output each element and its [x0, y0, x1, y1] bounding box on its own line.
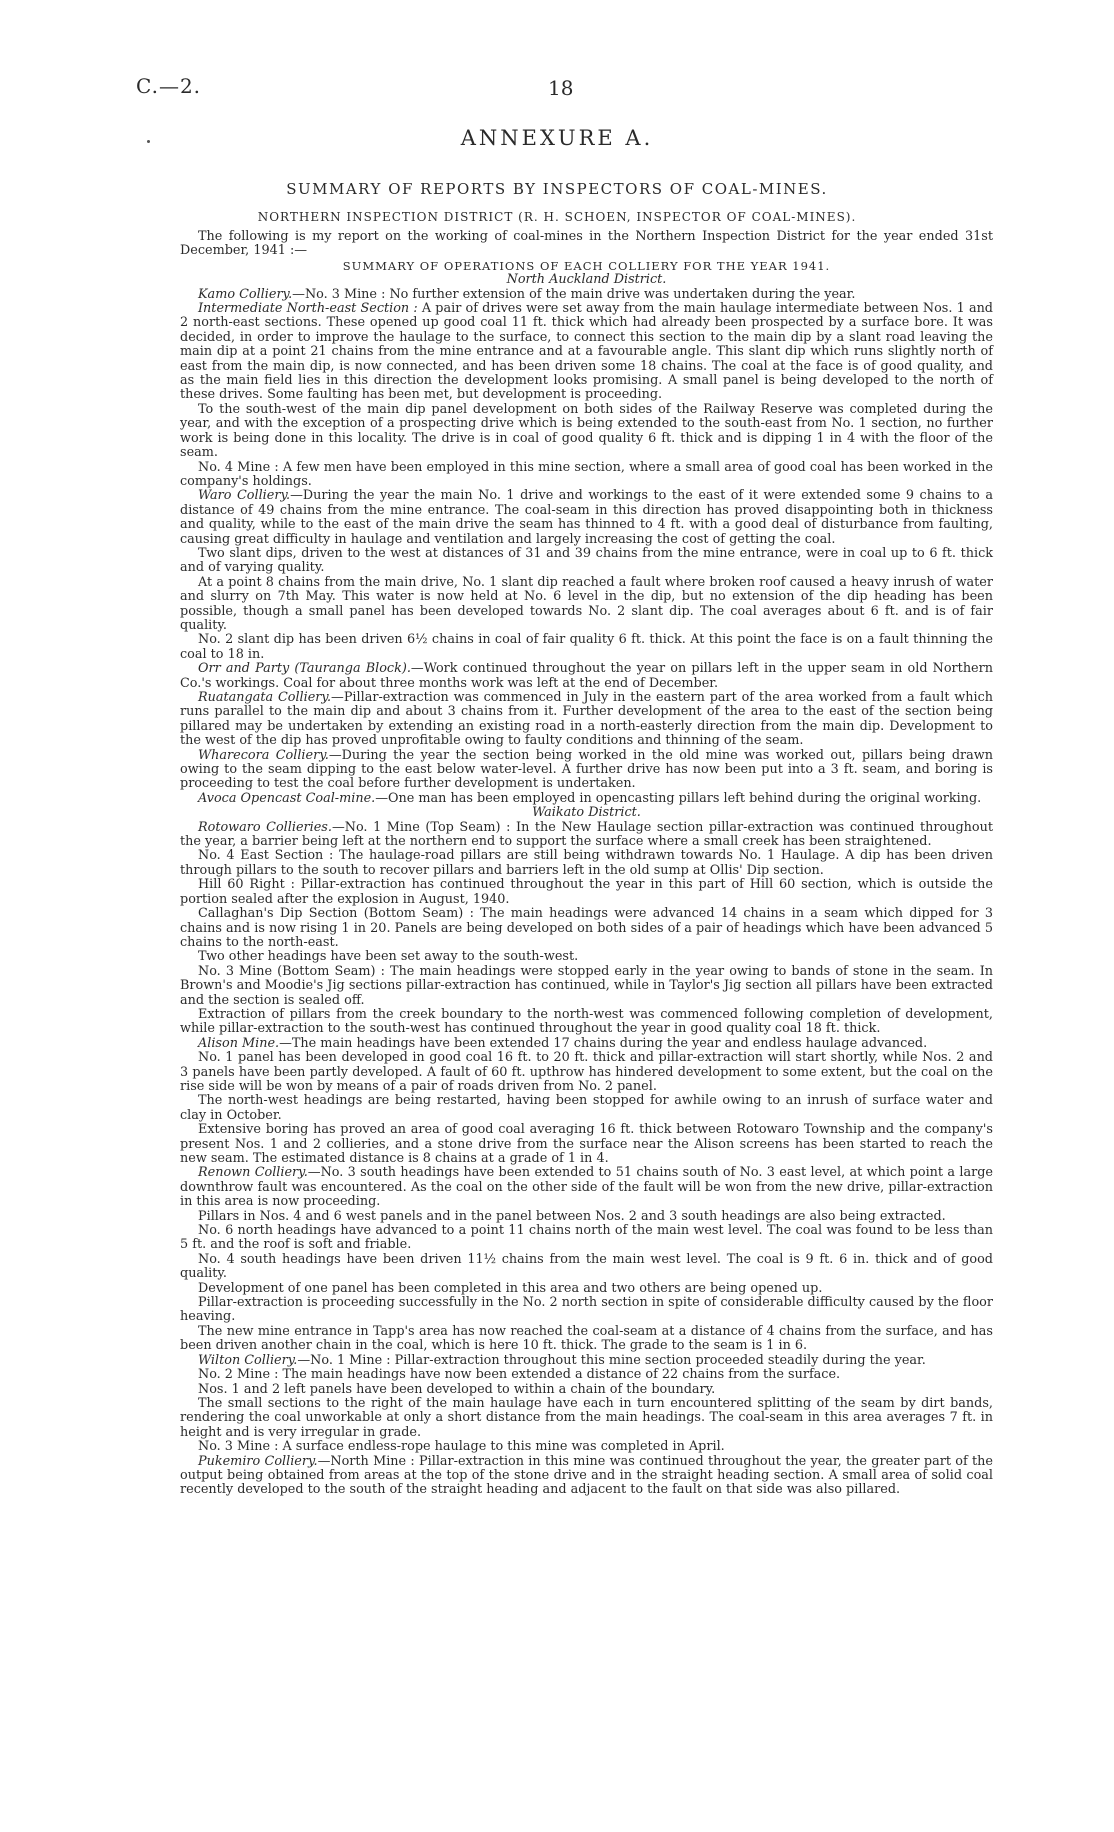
- paragraph-text: Extraction of pillars from the creek boundary to the north-west was commenced following completion of development, while pillar-extraction to the south-west has continued throughout the year in good quality coal 18 ft. thick.: [180, 1006, 993, 1037]
- report-paragraph: [180, 965, 993, 1008]
- report-paragraph: [180, 792, 993, 806]
- report-paragraph: [180, 1008, 993, 1037]
- paragraph-text: Callaghan's Dip Section (Bottom Seam) : The main headings were advanced 14 chains in a seam which dipped for 3 chains and is now rising 1 in 20. Panels are being developed on both sides of a pair of headings which have been advanced 5 chains to the north-east.: [180, 906, 993, 950]
- report-paragraph: [180, 403, 993, 461]
- colliery-name: Orr and Party (Tauranga Block).: [198, 661, 411, 677]
- inspection-district-heading: NORTHERN INSPECTION DISTRICT (R. H. SCHOEN, INSPECTOR OF COAL-MINES).: [257, 210, 857, 224]
- paragraph-text: —The main headings have been extended 17 chains during the year and endless haulage advanced.: [279, 1035, 928, 1051]
- report-paragraph: [180, 489, 993, 547]
- paragraph-text: Development of one panel has been completed in this area and two others are being opened up.: [198, 1280, 823, 1296]
- paragraph-text: No. 6 north headings have advanced to a point 11 chains north of the main west level. The coal was found to be less than 5 ft. and the roof is soft and friable.: [180, 1223, 993, 1253]
- paragraph-text: —One man has been employed in opencasting pillars left behind during the original working.: [375, 790, 982, 806]
- colliery-name: Avoca Opencast Coal-mine.: [198, 790, 376, 806]
- report-paragraph: [180, 1094, 993, 1123]
- paragraph-text: No. 3 Mine : A surface endless-rope haulage to this mine was completed in April.: [198, 1439, 725, 1455]
- paragraph-text: Pillars in Nos. 4 and 6 west panels and in the panel between Nos. 2 and 3 south headings are also being extracted.: [198, 1208, 946, 1224]
- colliery-name: Waro Colliery.: [198, 488, 291, 504]
- paragraph-text: Two slant dips, driven to the west at distances of 31 and 39 chains from the mine entrance, were in coal up to 6 ft. thick and of varying quality.: [180, 545, 993, 576]
- report-paragraph: [180, 907, 993, 950]
- report-paragraph: [180, 749, 993, 792]
- report-paragraph: [180, 821, 993, 850]
- paragraph-text: —No. 1 Mine (Top Seam) : In the New Haulage section pillar-extraction was continued throughout the year, a barrier being left at the northern end to support the surface where a small creek has been straightened.: [180, 819, 993, 850]
- report-paragraph: [180, 1440, 993, 1454]
- report-paragraph: [180, 1051, 993, 1094]
- intro-paragraph: The following is my report on the working of coal-mines in the Northern Inspection District for the year ended 31st December, 1941 :—: [180, 229, 993, 259]
- report-paragraph: [180, 1455, 993, 1498]
- report-paragraph: [180, 1383, 993, 1397]
- report-paragraph: [180, 1253, 993, 1282]
- paragraph-text: No. 4 south headings have been driven 11½ chains from the main west level. The coal is 9 ft. 6 in. thick and of good quality.: [180, 1251, 993, 1282]
- paragraph-text: —No. 3 Mine : No further extension of the main drive was undertaken during the year.: [292, 286, 856, 302]
- paragraph-text: —No. 1 Mine : Pillar-extraction throughout this mine section proceeded steadily during the year.: [297, 1352, 926, 1368]
- paragraph-text: At a point 8 chains from the main drive, No. 1 slant dip reached a fault where broken roof caused a heavy inrush of water and slurry on 7th May. This water is now held at No. 6 level in the dip, but no extension of the dip heading has been possible, though a small panel has been developed towards No. 2 slant dip. The coal averages about 6 ft. and is of fair quality.: [180, 574, 993, 633]
- paragraph-text: No. 2 Mine : The main headings have now been extended a distance of 22 chains from the surface.: [198, 1367, 841, 1383]
- colliery-name: Renown Colliery.: [198, 1165, 308, 1181]
- report-paragraph: [180, 1224, 993, 1253]
- report-paragraph: [180, 302, 993, 403]
- summary-heading: SUMMARY OF REPORTS BY INSPECTORS OF COAL-MINES.: [286, 180, 828, 198]
- colliery-name: Kamo Colliery.: [198, 286, 293, 302]
- report-paragraph: [180, 1166, 993, 1209]
- paragraph-text: —North Mine : Pillar-extraction in this mine was continued throughout the year, the greater part of the output being obtained from areas at the top of the stone drive and in the straight heading section. A small area of solid coal recently developed to the south of the straight heading and adjacent to the fault on that side was also pillared.: [180, 1453, 993, 1498]
- paragraph-text: Two other headings have been set away to the south-west.: [198, 949, 579, 965]
- district-heading: North Auckland District.: [506, 272, 667, 288]
- paragraph-text: The small sections to the right of the main haulage have each in turn encountered splitting of the seam by dirt bands, rendering the coal unworkable at only a short distance from the main headings. The coal-seam in this area averages 7 ft. in height and is very irregular in grade.: [180, 1395, 993, 1440]
- paragraph-text: Extensive boring has proved an area of good coal averaging 16 ft. thick between Rotowaro Township and the company's present Nos. 1 and 2 collieries, and a stone drive from the surface near the Alison screens has been started to reach the new seam. The estimated distance is 8 chains at a grade of 1 in 4.: [180, 1122, 993, 1166]
- report-paragraph: [180, 1325, 993, 1354]
- paragraph-text: —No. 3 south headings have been extended to 51 chains south of No. 3 east level, at which point a large downthrow fault was encountered. As the coal on the other side of the fault will be won from the new drive, pillar-extraction in this area is now proceeding.: [180, 1165, 993, 1210]
- report-paragraph: [180, 1210, 993, 1224]
- operations-heading: SUMMARY OF OPERATIONS OF EACH COLLIERY FOR THE YEAR 1941.: [342, 258, 831, 273]
- paragraph-text: —Pillar-extraction was commenced in July in the eastern part of the area worked from a fault which runs parallel to the main dip and about 3 chains from it. Further development of the area to the east of the section being pillared may be undertaken by extending an existing road in a north-easterly direction from the main dip. Development to the west of the dip has proved unprofitable owing to faulty conditions and thinning of the seam.: [180, 690, 993, 749]
- paragraph-text: A pair of drives were set away from the main haulage intermediate between Nos. 1 and 2 north-east sections. These opened up good coal 11 ft. thick which had already been prospected by a surface bore. It was decided, in order to improve the haulage to the surface, to connect this section to the main dip by a slant road leaving the main dip at a point 21 chains from the mine entrance and at a favourable angle. This slant dip which runs slightly north of east from the main dip, is now connected, and has been driven some 18 chains. The coal at the face is of good quality, and as the main field lies in this direction the development looks promising. A small panel is being developed to the north of these drives. Some faulting has been met, but development is proceeding.: [180, 301, 994, 403]
- paragraph-text: No. 4 Mine : A few men have been employed in this mine section, where a small area of good coal has been worked in the company's holdings.: [180, 459, 993, 489]
- report-paragraph: [180, 662, 993, 691]
- report-paragraph: [180, 1123, 993, 1166]
- district-heading: Waikato District.: [532, 805, 641, 821]
- colliery-name: Alison Mine.: [198, 1035, 280, 1051]
- report-paragraph: [180, 1354, 993, 1368]
- colliery-name: Rotowaro Collieries.: [198, 819, 332, 835]
- report-paragraph: [180, 576, 993, 634]
- paragraph-text: —During the year the main No. 1 drive and workings to the east of it were extended some 9 chains to a distance of 49 chains from the mine entrance. The coal-seam in this direction has proved disappointing both in thickness and quality, while to the east of the main drive the seam has thinned to 4 ft. with a good deal of disturbance from faulting, causing great difficulty in haulage and ventilation and largely increasing the cost of getting the coal.: [180, 488, 993, 547]
- document-reference: C.—2.: [136, 74, 202, 98]
- report-paragraph: [180, 461, 993, 490]
- paragraph-text: No. 2 slant dip has been driven 6½ chains in coal of fair quality 6 ft. thick. At this point the face is on a fault thinning the coal to 18 in.: [180, 632, 993, 662]
- colliery-name: Wharecora Colliery.: [198, 747, 329, 763]
- paragraph-text: Pillar-extraction is proceeding successfully in the No. 2 north section in spite of considerable difficulty caused by the floor heaving.: [180, 1295, 993, 1325]
- colliery-name: Pukemiro Colliery.: [198, 1453, 318, 1469]
- paragraph-text: No. 4 East Section : The haulage-road pillars are still being withdrawn towards No. 1 Haulage. A dip has been driven through pillars to the south to recover pillars and barriers left in the old sump at Ollis' Dip section.: [180, 848, 993, 878]
- report-paragraph: [180, 691, 993, 749]
- report-paragraph: [180, 1368, 993, 1382]
- paragraph-text: —During the year the section being worked in the old mine was worked out, pillars being drawn owing to the seam dipping to the east below water-level. A further drive has now been put into a 3 ft. seam, and boring is proceeding to test the coal before further development is undertaken.: [180, 747, 993, 792]
- paragraph-text: The north-west headings are being restarted, having been stopped for awhile owing to an inrush of surface water and clay in October.: [180, 1093, 993, 1123]
- paragraph-text: —Work continued throughout the year on pillars left in the upper seam in old Northern Co.'s workings. Coal for about three months work was left at the end of December.: [180, 661, 993, 691]
- report-paragraph: [180, 288, 993, 302]
- districts-container: [180, 273, 993, 1498]
- paragraph-text: No. 3 Mine (Bottom Seam) : The main headings were stopped early in the year owing to bands of stone in the seam. In Brown's and Moodie's Jig sections pillar-extraction has continued, while in Taylor's Jig section all pillars have been extracted and the section is sealed off.: [180, 963, 993, 1008]
- report-paragraph: [180, 1037, 993, 1051]
- paragraph-text: Nos. 1 and 2 left panels have been developed to within a chain of the boundary.: [198, 1381, 716, 1397]
- report-paragraph: [180, 633, 993, 662]
- colliery-name: Wilton Colliery.: [198, 1352, 298, 1368]
- paragraph-text: To the south-west of the main dip panel development on both sides of the Railway Reserve was completed during the year, and with the exception of a prospecting drive which is being extended to the south-east from No. 1 section, no further work is being done in this locality. The drive is in coal of good quality 6 ft. thick and is dipping 1 in 4 with the floor of the seam.: [180, 401, 993, 461]
- paragraph-text: The new mine entrance in Tapp's area has now reached the coal-seam at a distance of 4 chains from the surface, and has been driven another chain in the coal, which is here 10 ft. thick. The grade to the seam is 1 in 6.: [180, 1323, 993, 1354]
- paragraph-text: No. 1 panel has been developed in good coal 16 ft. to 20 ft. thick and pillar-extraction will start shortly, while Nos. 2 and 3 panels have been partly developed. A fault of 60 ft. upthrow has hindered development to some extent, but the coal on the rise side will be won by means of a pair of roads driven from No. 2 panel.: [180, 1050, 993, 1094]
- report-paragraph: [180, 878, 993, 907]
- report-paragraph: [180, 1296, 993, 1325]
- report-body: [180, 230, 993, 1498]
- report-paragraph: [180, 950, 993, 964]
- report-paragraph: [180, 547, 993, 576]
- report-paragraph: [180, 849, 993, 878]
- colliery-name: Intermediate North-east Section :: [198, 301, 418, 317]
- report-paragraph: [180, 1397, 993, 1440]
- annexure-heading: ANNEXURE A.: [460, 126, 654, 150]
- page-number: 18: [548, 76, 574, 100]
- report-paragraph: [180, 1282, 993, 1296]
- colliery-name: Ruatangata Colliery.: [198, 690, 332, 705]
- paragraph-text: Hill 60 Right : Pillar-extraction has continued throughout the year in this part of Hill 60 section, which is outside the portion sealed after the explosion in August, 1940.: [180, 877, 993, 907]
